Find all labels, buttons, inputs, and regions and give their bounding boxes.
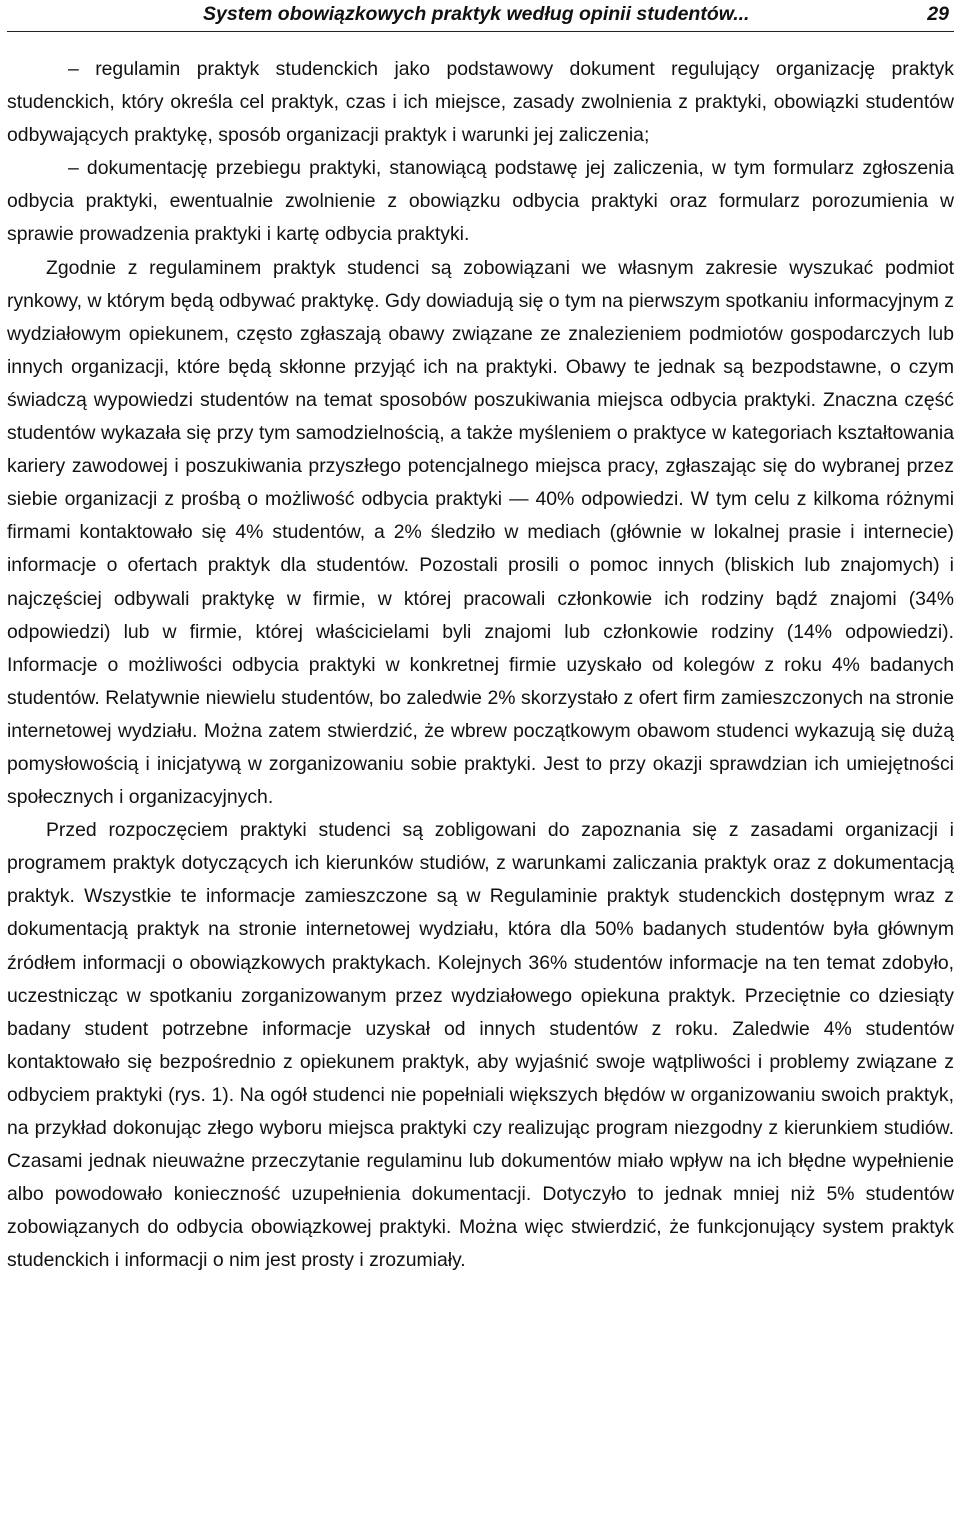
paragraph-search-for-placement: Zgodnie z regulaminem praktyk studenci są zobowiązani we własnym zakresie wyszukać podmiot rynkowy, w którym będą odbywać praktykę. Gdy dowiadują się o tym na pierwszym spotkaniu informacyjnym z wydziałowym opiekunem, często zgłaszają obawy związane ze znalezieniem podmiotów gospodarczych lub innych organizacji, które będą skłonne przyjąć ich na praktyki. Obawy te jednak są bezpodstawne, o czym świadczą wypowiedzi studentów na temat sposobów poszukiwania miejsca odbycia praktyki. Znaczna część studentów wykazała się przy tym samodzielnością, a także myśleniem o praktyce w kategoriach kształtowania kariery zawodowej i poszukiwania przyszłego potencjalnego miejsca pracy, zgłaszając się do wybranej przez siebie organizacji z prośbą o możliwość odbycia praktyki — 40% odpowiedzi. W tym celu z kilkoma różnymi firmami kontaktowało się 4% studentów, a 2% śledziło w mediach (głównie w lokalnej prasie i internecie) informacje o ofertach praktyk dla studentów. Pozostali prosili o pomoc innych (bliskich lub znajomych) i najczęściej odbywali praktykę w firmie, w której pracowali członkowie ich rodziny bądź znajomi (34% odpowiedzi) lub w firmie, której właścicielami byli znajomi lub członkowie rodziny (14% odpowiedzi). Informacje o możliwości odbycia praktyki w konkretnej firmie uzyskało od kolegów z roku 4% badanych studentów. Relatywnie niewielu studentów, bo zaledwie 2% skorzystało z ofert firm zamieszczonych na stronie internetowej wydziału. Można zatem stwierdzić, że wbrew początkowym obawom studenci wykazują się dużą pomysłowością i inicjatywą w zorganizowaniu sobie praktyki. Jest to przy okazji sprawdzian ich umiejętności społecznych i organizacyjnych. <box>7 256 954 809</box>
running-header <box>7 0 954 32</box>
paragraph-information-sources: Przed rozpoczęciem praktyki studenci są zobligowani do zapoznania się z zasadami organizacji i programem praktyk dotyczących ich kierunków studiów, z warunkami zaliczania praktyk oraz z dokumentacją praktyk. Wszystkie te informacje zamieszczone są w Regulaminie praktyk studenckich dostępnym wraz z dokumentacją praktyk na stronie internetowej wydziału, która dla 50% badanych studentów była głównym źródłem informacji o obowiązkowych praktykach. Kolejnych 36% studentów informacje na ten temat zdobyło, uczestnicząc w spotkaniu zorganizowanym przez wydziałowego opiekuna praktyk. Przeciętnie co dziesiąty badany student potrzebne informacje uzyskał od innych studentów z roku. Zaledwie 4% studentów kontaktowało się bezpośrednio z opiekunem praktyk, aby wyjaśnić swoje wątpliwości i problemy związane z odbyciem praktyki (rys. 1). Na ogół studenci nie popełniali większych błędów w organizowaniu swoich praktyk, na przykład dokonując złego wyboru miejsca praktyki czy realizując program niezgodny z kierunkiem studiów. Czasami jednak nieuważne przeczytanie regulaminu lub dokumentów miało wpływ na ich błędne wypełnienie albo powodowało konieczność uzupełnienia dokumentacji. Dotyczyło to jednak mniej niż 5% studentów zobowiązanych do odbycia obowiązkowej praktyki. Można więc stwierdzić, że funkcjonujący system praktyk studenckich i informacji o nim jest prosty i zrozumiały. <box>7 819 954 1272</box>
body-text <box>7 53 954 1277</box>
paragraph-documentation-item: – dokumentację przebiegu praktyki, stanowiącą podstawę jej zaliczenia, w tym formularz zgłoszenia odbycia praktyki, ewentualnie zwolnienie z obowiązku odbycia praktyki oraz formularz porozumienia w sprawie prowadzenia praktyki i kartę odbycia praktyki. <box>7 157 954 246</box>
paragraph-regulation-item: – regulamin praktyk studenckich jako podstawowy dokument regulujący organizację praktyk studenckich, który określa cel praktyk, czas i ich miejsce, zasady zwolnienia z praktyki, obowiązki studentów odbywających praktykę, sposób organizacji praktyk i warunki jej zaliczenia; <box>7 58 954 147</box>
page-number: 29 <box>927 3 949 25</box>
header-title: System obowiązkowych praktyk według opinii studentów... <box>203 3 750 25</box>
